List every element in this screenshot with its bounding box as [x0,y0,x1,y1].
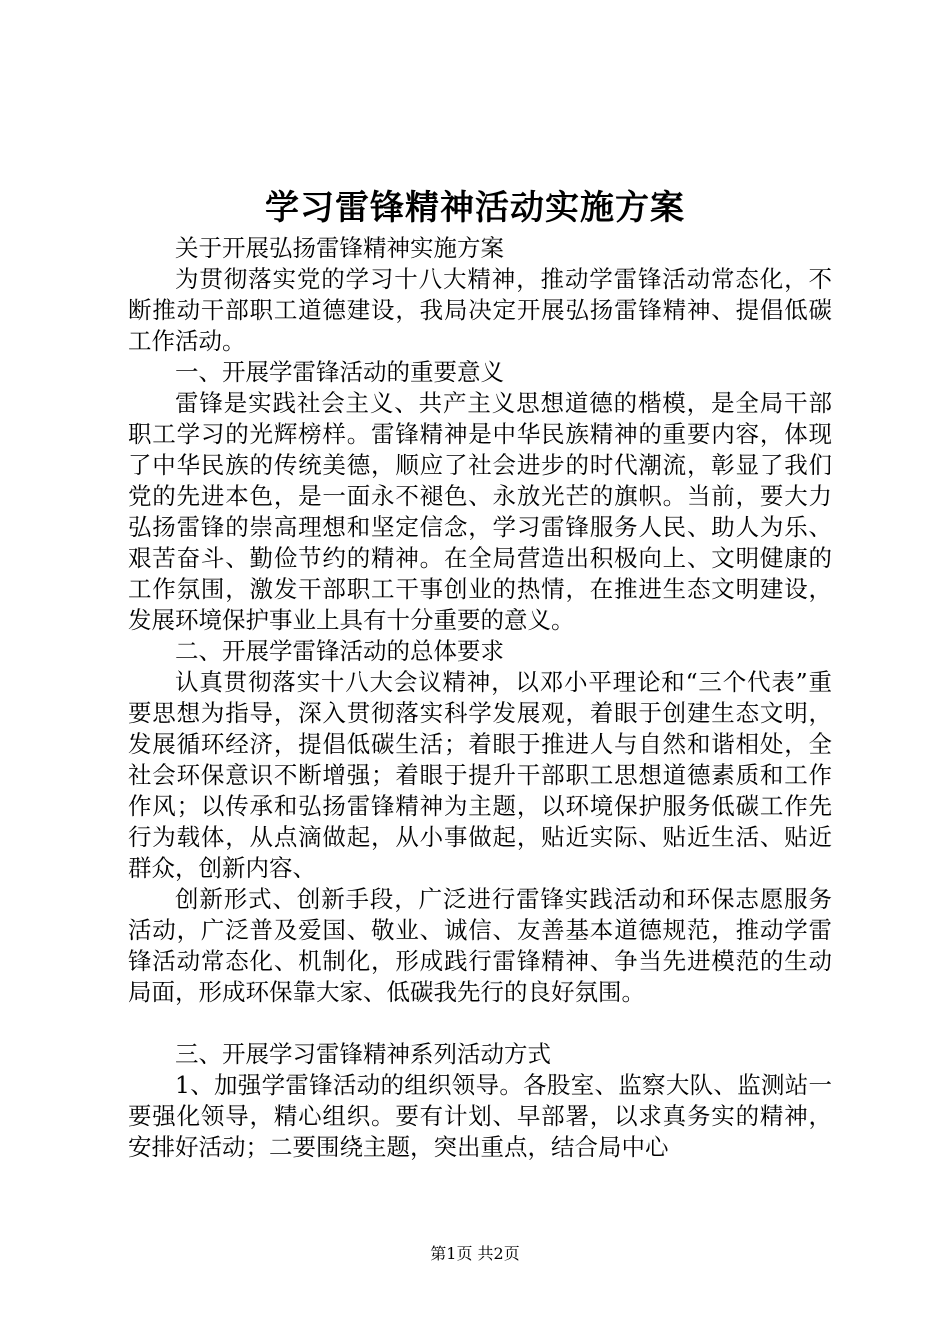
paragraph-requirements-cont: 创新形式、创新手段，广泛进行雷锋实践活动和环保志愿服务活动，广泛普及爱国、敬业、诚信、友善基本道德规范，推动学雷锋活动常态化、机制化，形成践行雷锋精神、争当先进模范的生动局面，形成环保靠大家、低碳我先行的良好氛围。 [128,885,832,1006]
document-body [128,233,832,1163]
document-title: 学习雷锋精神活动实施方案 [265,188,685,228]
page-footer: 第1页 共2页 [430,1244,520,1263]
paragraph-requirements: 认真贯彻落实十八大会议精神，以邓小平理论和“三个代表”重要思想为指导，深入贯彻落实科学发展观，着眼于创建生态文明，发展循环经济，提倡低碳生活；着眼于推进人与自然和谐相处，全社会环保意识不断增强；着眼于提升干部职工思想道德素质和工作作风；以传承和弘扬雷锋精神为主题，以环境保护服务低碳工作先行为载体，从点滴做起，从小事做起，贴近实际、贴近生活、贴近群众，创新内容、 [128,668,832,882]
section-heading-3: 三、开展学习雷锋精神系列活动方式 [175,1040,551,1068]
paragraph-intro-heading: 关于开展弘扬雷锋精神实施方案 [175,234,504,262]
paragraph-intro: 为贯彻落实党的学习十八大精神，推动学雷锋活动常态化，不断推动干部职工道德建设，我局决定开展弘扬雷锋精神、提倡低碳工作活动。 [128,265,832,355]
paragraph-organization: 1、加强学雷锋活动的组织领导。各股室、监察大队、监测站一要强化领导，精心组织。要有计划、早部署，以求真务实的精神，安排好活动；二要围绕主题，突出重点，结合局中心 [128,1071,832,1161]
section-heading-2: 二、开展学雷锋活动的总体要求 [175,637,504,665]
section-heading-1: 一、开展学雷锋活动的重要意义 [175,358,504,386]
paragraph-significance: 雷锋是实践社会主义、共产主义思想道德的楷模，是全局干部职工学习的光辉榜样。雷锋精神是中华民族精神的重要内容，体现了中华民族的传统美德，顺应了社会进步的时代潮流，彰显了我们党的先进本色，是一面永不褪色、永放光芒的旗帜。当前，要大力弘扬雷锋的崇高理想和坚定信念，学习雷锋服务人民、助人为乐、艰苦奋斗、勤俭节约的精神。在全局营造出积极向上、文明健康的工作氛围，激发干部职工干事创业的热情，在推进生态文明建设，发展环境保护事业上具有十分重要的意义。 [128,389,832,634]
